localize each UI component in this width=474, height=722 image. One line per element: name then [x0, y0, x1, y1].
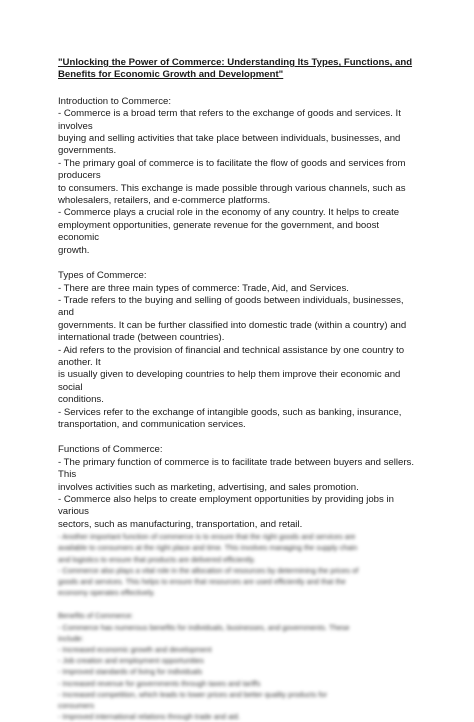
blurred-line: - Improved international relations through trade and aid.	[58, 712, 241, 722]
body-line: is usually given to developing countries to help them improve their economic and social	[58, 369, 401, 393]
blurred-line: - Commerce also plays a vital role in the allocation of resources by determining the prices of	[58, 565, 359, 575]
section-introduction	[58, 96, 422, 257]
blurred-line: - Another important function of commerce is to ensure that the right goods and services are	[58, 532, 356, 542]
body-line: wholesalers, retailers, and e-commerce platforms.	[58, 195, 271, 207]
body-line: employment opportunities, generate revenue for the government, and boost economic	[58, 219, 380, 244]
blurred-line: - Job creation and employment opportunities	[58, 656, 204, 666]
blurred-line: and logistics to ensure that products are delivered efficiently.	[58, 554, 256, 564]
blurred-preview	[58, 531, 422, 722]
body-line: - The primary function of commerce is to facilitate trade between buyers and sellers. This	[58, 456, 415, 481]
blurred-line: available to consumers at the right place and time. This involves managing the supply chain	[58, 543, 358, 553]
body-line: governments. It can be further classified into domestic trade (within a country) and	[58, 319, 407, 331]
section-heading: Functions of Commerce:	[58, 444, 163, 456]
body-line: buying and selling activities that take place between individuals, businesses, and	[58, 133, 401, 145]
body-line: - Commerce also helps to create employment opportunities by providing jobs in various	[58, 494, 394, 518]
blurred-heading: Benefits of Commerce:	[58, 611, 134, 621]
section-heading: Introduction to Commerce:	[58, 95, 172, 107]
body-line: - Services refer to the exchange of intangible goods, such as banking, insurance,	[58, 406, 402, 418]
blurred-line: consumers	[58, 701, 95, 711]
section-heading: Types of Commerce:	[58, 270, 147, 282]
body-line: transportation, and communication services.	[58, 418, 246, 430]
body-line: to consumers. This exchange is made possible through various channels, such as	[58, 182, 406, 194]
body-line: growth.	[58, 244, 90, 256]
document-title	[58, 57, 422, 82]
body-line: - Commerce plays a crucial role in the economy of any country. It helps to create	[58, 207, 400, 219]
blurred-line: goods and services. This helps to ensure that resources are used efficiently and that the	[58, 577, 346, 587]
body-line: sectors, such as manufacturing, transportation, and retail.	[58, 518, 303, 530]
body-line: - Trade refers to the buying and selling of goods between individuals, businesses, and	[58, 294, 404, 319]
section-functions	[58, 444, 422, 531]
blurred-line: - Improved standards of living for individuals	[58, 667, 203, 677]
body-line: governments.	[58, 145, 117, 157]
body-line: conditions.	[58, 394, 104, 406]
title-line: Benefits for Economic Growth and Development"	[58, 69, 284, 81]
blurred-line: economy operates effectively.	[58, 588, 156, 598]
body-line: - There are three main types of commerce: Trade, Aid, and Services.	[58, 282, 349, 294]
body-line: international trade (between countries).	[58, 332, 225, 344]
blurred-line: - Increased economic growth and development	[58, 645, 212, 655]
title-line: "Unlocking the Power of Commerce: Understanding Its Types, Functions, and	[58, 57, 413, 68]
blurred-line: - Commerce has numerous benefits for individuals, businesses, and governments. These	[58, 622, 350, 632]
body-line: - Aid refers to the provision of financial and technical assistance by one country to another. It	[58, 344, 405, 368]
blurred-line: - Increased revenue for governments through taxes and tariffs	[58, 678, 261, 688]
body-line: involves activities such as marketing, advertising, and sales promotion.	[58, 481, 359, 493]
section-types	[58, 270, 422, 431]
blurred-benefits	[58, 610, 422, 722]
body-line: - Commerce is a broad term that refers to the exchange of goods and services. It involves	[58, 108, 401, 132]
blurred-line: - Increased competition, which leads to lower prices and better quality products for	[58, 689, 328, 699]
blurred-functions-continued	[58, 531, 422, 598]
body-line: - The primary goal of commerce is to facilitate the flow of goods and services from producers	[58, 157, 406, 182]
blurred-line: include:	[58, 633, 84, 643]
